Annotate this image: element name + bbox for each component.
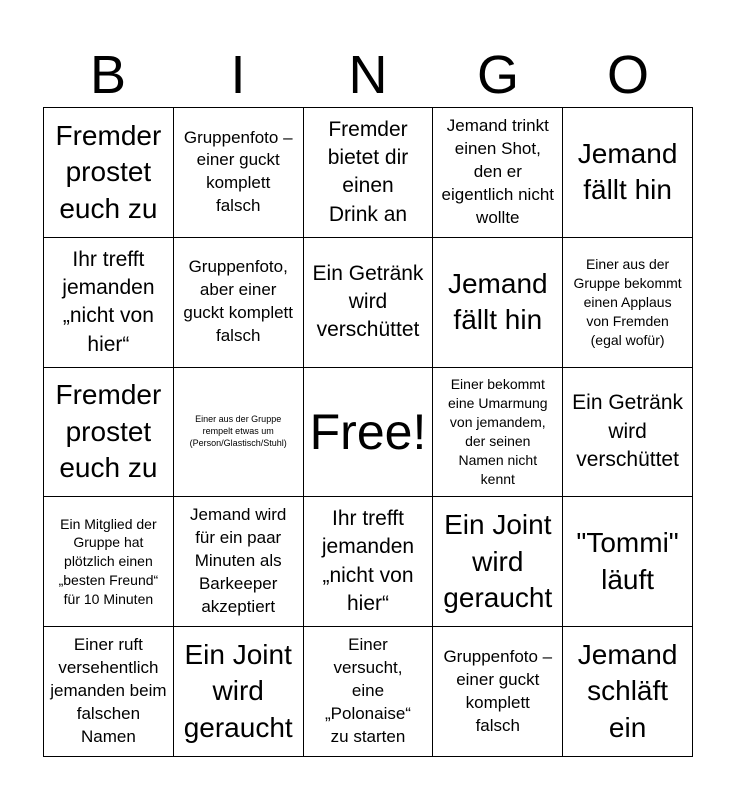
bingo-header (43, 44, 693, 106)
bingo-grid (43, 107, 693, 757)
bingo-cell-r2-c4[interactable]: Jemand fällt hin (433, 238, 563, 368)
bingo-cell-r5-c5[interactable]: Jemand schläft ein (563, 627, 693, 757)
bingo-cell-r1-c2[interactable]: Gruppenfoto – einer guckt komplett falsch (174, 108, 304, 238)
bingo-cell-r5-c1[interactable]: Einer ruft versehentlich jemanden beim falschen Namen (44, 627, 174, 757)
bingo-cell-r3-c2[interactable]: Einer aus der Gruppe rempelt etwas um (Person/Glastisch/Stuhl) (174, 368, 304, 498)
bingo-cell-r4-c4[interactable]: Ein Joint wird geraucht (433, 497, 563, 627)
bingo-cell-r4-c3[interactable]: Ihr trefft jemanden „nicht von hier“ (304, 497, 434, 627)
bingo-cell-r2-c1[interactable]: Ihr trefft jemanden „nicht von hier“ (44, 238, 174, 368)
bingo-cell-r5-c4[interactable]: Gruppenfoto – einer guckt komplett falsch (433, 627, 563, 757)
bingo-cell-r5-c2[interactable]: Ein Joint wird geraucht (174, 627, 304, 757)
header-letter-g: G (476, 45, 519, 105)
bingo-cell-r3-c1[interactable]: Fremder prostet euch zu (44, 368, 174, 498)
header-letter-b: B (89, 45, 127, 105)
bingo-cell-r5-c3[interactable]: Einer versucht, eine „Polonaise“ zu starten (304, 627, 434, 757)
bingo-cell-r4-c2[interactable]: Jemand wird für ein paar Minuten als Barkeeper akzeptiert (174, 497, 304, 627)
bingo-cell-r4-c1[interactable]: Ein Mitglied der Gruppe hat plötzlich einen „besten Freund“ für 10 Minuten (44, 497, 174, 627)
bingo-cell-r2-c3[interactable]: Ein Getränk wird verschüttet (304, 238, 434, 368)
bingo-cell-r2-c2[interactable]: Gruppenfoto, aber einer guckt komplett falsch (174, 238, 304, 368)
header-letter-o: O (606, 45, 649, 105)
bingo-cell-r1-c1[interactable]: Fremder prostet euch zu (44, 108, 174, 238)
bingo-cell-r1-c4[interactable]: Jemand trinkt einen Shot, den er eigentlich nicht wollte (433, 108, 563, 238)
header-letter-n: N (348, 45, 388, 105)
free-space[interactable]: Free! (304, 368, 434, 498)
bingo-cell-r1-c5[interactable]: Jemand fällt hin (563, 108, 693, 238)
bingo-cell-r1-c3[interactable]: Fremder bietet dir einen Drink an (304, 108, 434, 238)
bingo-cell-r2-c5[interactable]: Einer aus der Gruppe bekommt einen Applaus von Fremden (egal wofür) (563, 238, 693, 368)
bingo-cell-r3-c5[interactable]: Ein Getränk wird verschüttet (563, 368, 693, 498)
header-letter-i: I (230, 45, 246, 105)
bingo-cell-r3-c4[interactable]: Einer bekommt eine Umarmung von jemandem, der seinen Namen nicht kennt (433, 368, 563, 498)
bingo-cell-r4-c5[interactable]: "Tommi" läuft (563, 497, 693, 627)
